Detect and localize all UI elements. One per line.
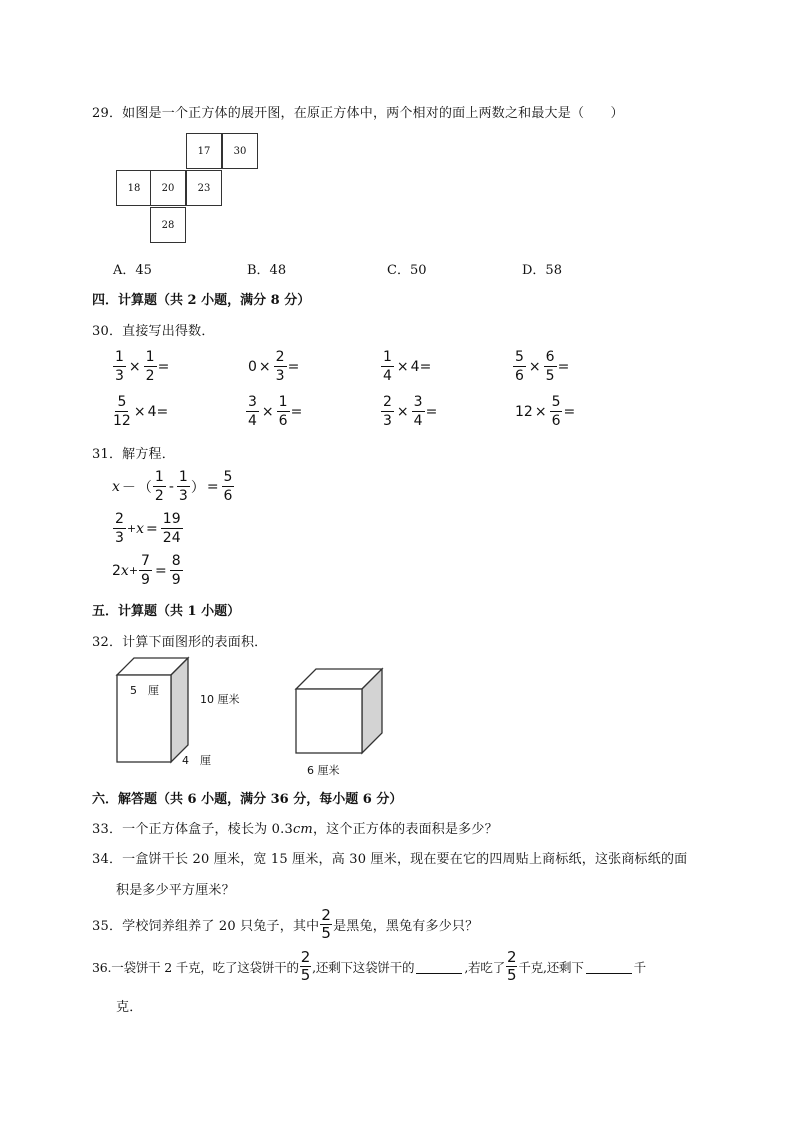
section-5-title: 五．计算题（共 1 小题）	[92, 604, 241, 619]
calc-item-2: 0 × $\frac{2}{3}$ =	[248, 349, 300, 384]
question-36-line-2: 克．	[116, 1000, 143, 1015]
option-b: B．48	[247, 263, 287, 278]
cube-edge-label: 6 厘米	[307, 764, 340, 777]
calc-item-4: $\frac{5}{6}$ × $\frac{6}{5}$ =	[515, 349, 570, 384]
cuboid-figure	[110, 655, 250, 770]
equation-2: $\frac{2}{3}$ + x = $\frac{19}{24}$	[115, 511, 181, 546]
answer-blank-1[interactable]	[416, 959, 462, 974]
net-cell: 17	[186, 133, 222, 169]
cuboid-width-label: 5 厘	[130, 684, 159, 697]
equation-1: x － （ $\frac{1}{2}$ - $\frac{1}{3}$ ） = $\frac{5}{6}$	[112, 469, 233, 504]
question-35-text: 35．学校饲养组养了 20 只兔子，其中 $\frac{2}{5}$ 是黑兔，黑兔有多少只？	[92, 906, 479, 942]
cube-figure	[290, 665, 390, 760]
section-4-title: 四．计算题（共 2 小题，满分 8 分）	[92, 293, 311, 308]
cuboid-depth-label: 4 厘	[182, 754, 211, 767]
question-30-text: 30．直接写出得数．	[92, 324, 215, 339]
cube-net-figure	[116, 133, 266, 245]
question-34-line-2: 积是多少平方厘米？	[116, 883, 235, 898]
net-cell: 23	[186, 170, 222, 206]
net-cell: 20	[150, 170, 186, 206]
calc-item-5: $\frac{5}{12}$ × 4 =	[113, 394, 169, 429]
section-6-title: 六．解答题（共 6 小题，满分 36 分，每小题 6 分）	[92, 792, 403, 807]
calc-item-1: $\frac{1}{3}$ × $\frac{1}{2}$ =	[115, 349, 170, 384]
question-36-text: 36.一袋饼干 2 千克，吃了这袋饼干的 $\frac{2}{5}$ ,还剩下这袋饼干的 ,若吃了 $\frac{2}{5}$ 千克,还剩下 千	[92, 948, 646, 984]
question-32-text: 32．计算下面图形的表面积．	[92, 635, 268, 650]
calc-item-6: $\frac{3}{4}$ × $\frac{1}{6}$ =	[248, 394, 303, 429]
cuboid-height-label: 10 厘米	[200, 693, 240, 706]
net-cell: 30	[222, 133, 258, 169]
equation-3: 2 x + $\frac{7}{9}$ = $\frac{8}{9}$	[112, 553, 181, 588]
answer-blank-2[interactable]	[586, 959, 632, 974]
calc-item-3: $\frac{1}{4}$ × 4 =	[383, 349, 432, 384]
question-29-text: 29．如图是一个正方体的展开图，在原正方体中，两个相对的面上两数之和最大是（ ）	[92, 106, 624, 121]
question-31-text: 31．解方程．	[92, 447, 175, 462]
net-cell: 18	[116, 170, 152, 206]
net-cell: 28	[150, 207, 186, 243]
option-c: C．50	[387, 263, 427, 278]
calc-item-8: 12 × $\frac{5}{6}$ =	[515, 394, 576, 429]
option-d: D．58	[522, 263, 562, 278]
question-33-text: 33．一个正方体盒子，棱长为 0.3cm，这个正方体的表面积是多少？	[92, 822, 498, 837]
question-34-line-1: 34．一盒饼干长 20 厘米，宽 15 厘米，高 30 厘米，现在要在它的四周贴上商标纸，这张商标纸的面	[92, 852, 688, 867]
option-a: A．45	[113, 263, 152, 278]
calc-item-7: $\frac{2}{3}$ × $\frac{3}{4}$ =	[383, 394, 438, 429]
